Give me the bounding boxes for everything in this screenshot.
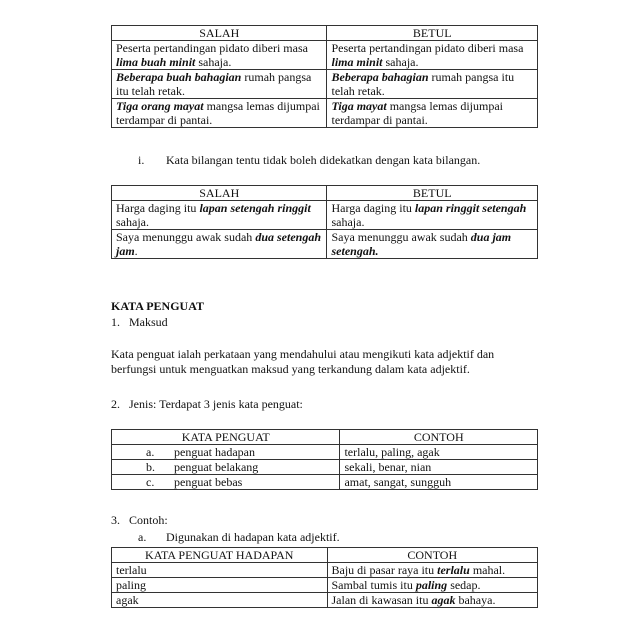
header-kata-penguat: KATA PENGUAT xyxy=(112,430,340,445)
cell-salah: Saya menunggu awak sudah dua setengah jam. xyxy=(112,230,327,259)
rule-i xyxy=(138,153,480,168)
cell-salah: Peserta pertandingan pidato diberi masa lima buah minit sahaja. xyxy=(112,41,327,70)
emphasis-phrase: terlalu xyxy=(437,563,470,577)
item-jenis xyxy=(111,397,303,412)
header-salah: SALAH xyxy=(112,186,327,201)
item-text: Jenis: Terdapat 3 jenis kata penguat: xyxy=(129,397,303,411)
row-letter: c. xyxy=(146,475,155,489)
emphasis-phrase: lima buah minit xyxy=(116,55,196,69)
emphasis-phrase: dua jam setengah. xyxy=(331,230,512,258)
header-betul: BETUL xyxy=(327,186,538,201)
item-number: 2. xyxy=(111,397,120,411)
item-contoh xyxy=(111,513,168,528)
emphasis-phrase: dua setengah jam xyxy=(116,230,321,258)
emphasis-phrase: lima minit xyxy=(331,55,383,69)
cell-betul: Harga daging itu lapan ringgit setengah sahaja. xyxy=(327,201,538,230)
table-row xyxy=(112,445,538,460)
table-row xyxy=(112,475,538,490)
cell-penguat-word: paling xyxy=(112,578,328,593)
cell-betul: Saya menunggu awak sudah dua jam setengah. xyxy=(327,230,538,259)
cell-contoh: Baju di pasar raya itu terlalu mahal. xyxy=(327,563,538,578)
cell-contoh: sekali, benar, nian xyxy=(340,460,538,475)
table-row xyxy=(112,201,538,230)
table-row xyxy=(112,460,538,475)
cell-salah: Tiga orang mayat mangsa lemas dijumpai terdampar di pantai. xyxy=(112,99,327,128)
table-row xyxy=(112,99,538,128)
cell-betul: Peserta pertandingan pidato diberi masa lima minit sahaja. xyxy=(327,41,538,70)
cell-salah: Harga daging itu lapan setengah ringgit sahaja. xyxy=(112,201,327,230)
table-row xyxy=(112,230,538,259)
cell-contoh: amat, sangat, sungguh xyxy=(340,475,538,490)
sub-item-a xyxy=(138,530,340,545)
item-maksud xyxy=(111,315,168,330)
cell-penguat-word: terlalu xyxy=(112,563,328,578)
cell-contoh: terlalu, paling, agak xyxy=(340,445,538,460)
emphasis-phrase: lapan ringgit setengah xyxy=(414,201,527,215)
cell-contoh: Sambal tumis itu paling sedap. xyxy=(327,578,538,593)
header-contoh: CONTOH xyxy=(327,548,538,563)
item-number: 1. xyxy=(111,315,120,329)
table-row xyxy=(112,70,538,99)
item-text: Maksud xyxy=(129,315,168,329)
table-row xyxy=(112,563,538,578)
cell-contoh: Jalan di kawasan itu agak bahaya. xyxy=(327,593,538,608)
row-letter: a. xyxy=(146,445,155,459)
sub-item-text: Digunakan di hadapan kata adjektif. xyxy=(166,530,340,544)
table-body xyxy=(112,445,538,490)
table-body xyxy=(112,201,538,259)
table-salah-betul-1 xyxy=(111,25,538,128)
emphasis-phrase: lapan setengah ringgit xyxy=(199,201,311,215)
item-text: Contoh: xyxy=(129,513,168,527)
table-salah-betul-2 xyxy=(111,185,538,259)
header-betul: BETUL xyxy=(327,26,538,41)
emphasis-phrase: Tiga mayat xyxy=(331,99,387,113)
cell-kata-penguat xyxy=(112,460,340,475)
rule-number: i. xyxy=(138,153,145,167)
sub-item-letter: a. xyxy=(138,530,147,544)
emphasis-phrase: Beberapa bahagian xyxy=(331,70,429,84)
penguat-type: penguat bebas xyxy=(174,475,243,489)
table-row xyxy=(112,41,538,70)
cell-kata-penguat xyxy=(112,445,340,460)
cell-penguat-word: agak xyxy=(112,593,328,608)
emphasis-phrase: Beberapa buah bahagian xyxy=(116,70,242,84)
definition-paragraph: Kata penguat ialah perkataan yang mendahului atau mengikuti kata adjektif dan berfungsi untuk menguatkan maksud yang terkandung dalam kata adjektif. xyxy=(111,347,495,376)
penguat-type: penguat belakang xyxy=(174,460,259,474)
header-salah: SALAH xyxy=(112,26,327,41)
emphasis-phrase: agak xyxy=(431,593,456,607)
table-row xyxy=(112,593,538,608)
emphasis-phrase: paling xyxy=(415,578,448,592)
cell-kata-penguat xyxy=(112,475,340,490)
table-body xyxy=(112,563,538,608)
cell-betul: Tiga mayat mangsa lemas dijumpai terdampar di pantai. xyxy=(327,99,538,128)
table-kata-penguat xyxy=(111,429,538,490)
header-contoh: CONTOH xyxy=(340,430,538,445)
table-body xyxy=(112,41,538,128)
item-number: 3. xyxy=(111,513,120,527)
emphasis-phrase: Tiga orang mayat xyxy=(116,99,204,113)
table-row xyxy=(112,578,538,593)
section-title: KATA PENGUAT xyxy=(111,299,205,313)
penguat-type: penguat hadapan xyxy=(174,445,255,459)
rule-text: Kata bilangan tentu tidak boleh didekatkan dengan kata bilangan. xyxy=(166,153,481,167)
row-letter: b. xyxy=(146,460,155,474)
cell-salah: Beberapa buah bahagian rumah pangsa itu telah retak. xyxy=(112,70,327,99)
header-kata-penguat-hadapan: KATA PENGUAT HADAPAN xyxy=(112,548,328,563)
cell-betul: Beberapa bahagian rumah pangsa itu telah retak. xyxy=(327,70,538,99)
table-penguat-hadapan xyxy=(111,547,538,608)
